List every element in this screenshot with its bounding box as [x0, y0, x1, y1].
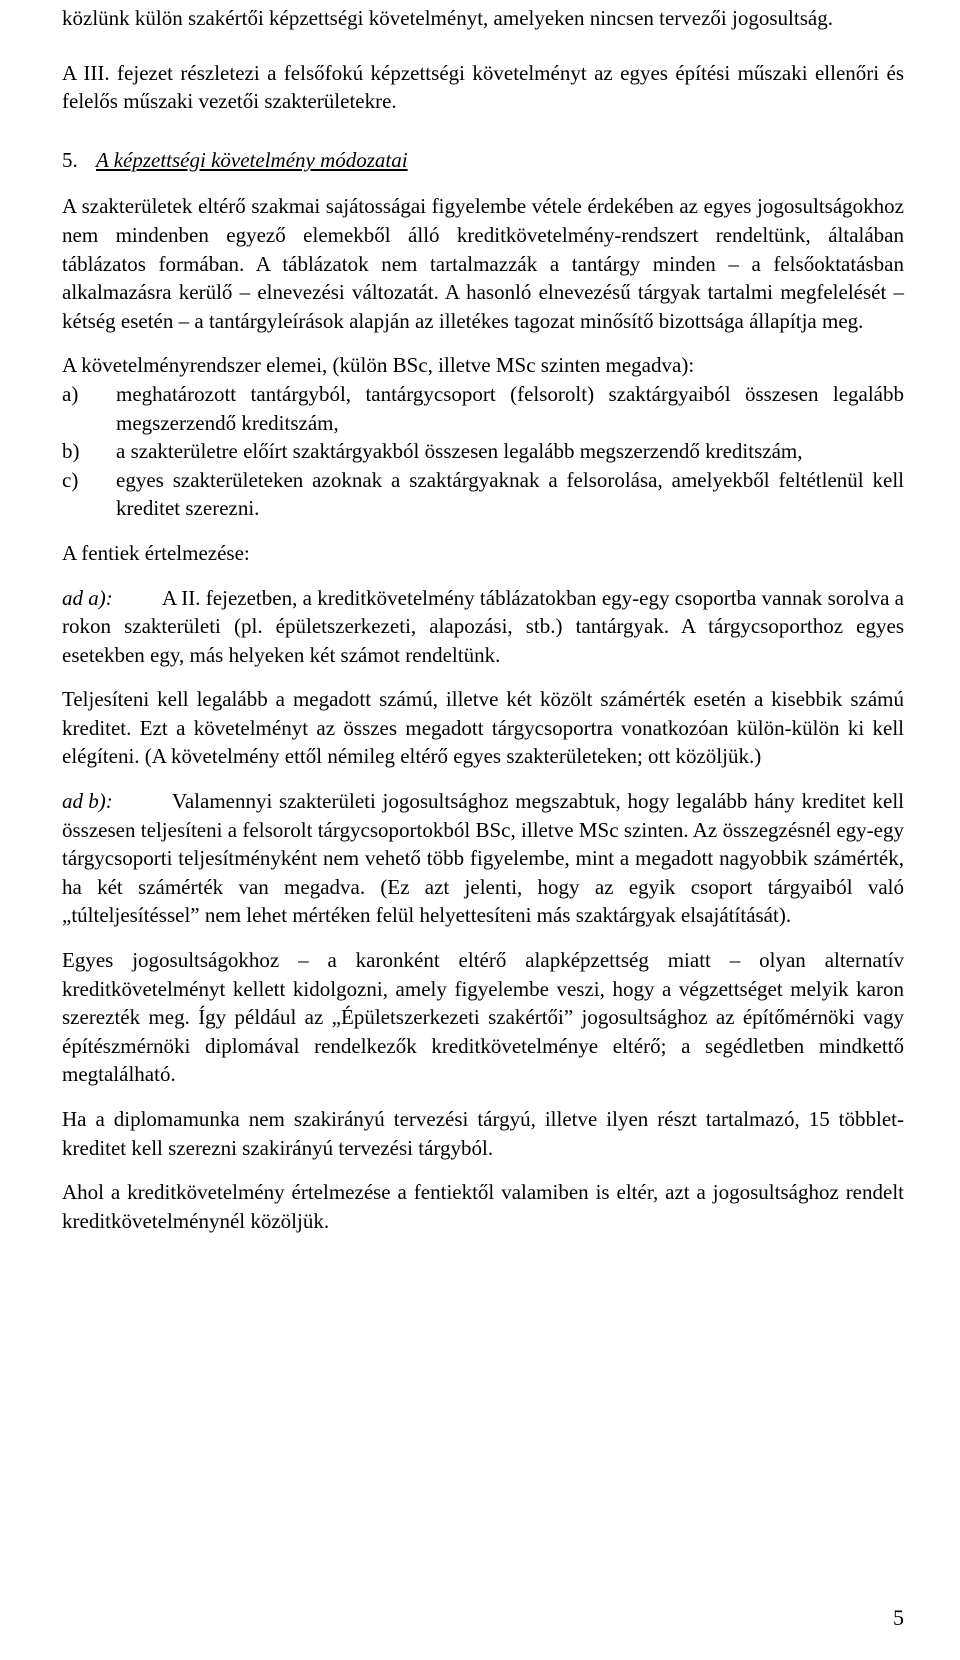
document-page: [62, 0, 904, 1235]
list-text: a szakterületre előírt szaktárgyakból összesen legalább megszerzendő kreditszám,: [116, 439, 803, 464]
section-number: 5.: [62, 147, 78, 172]
paragraph-intro: A szakterületek eltérő szakmai sajátosságai figyelembe vétele érdekében az egyes jogosultságokhoz nem mindenben egyező elemekből álló kreditkövetelmény-rendszert rendeltünk, általában táblázatos formában. A táblázatok nem tartalmazzák a tantárgy minden – a felsőoktatásban alkalmazásra kerülő – elnevezési változatát. A hasonló elnevezésű tárgyak tartalmi megfelelését – kétség esetén – a tantárgyleírások alapján az illetékes tagozat minősítő bizottsága állapítja meg.: [62, 194, 904, 333]
paragraph-chapter-iii: A III. fejezet részletezi a felsőfokú képzettségi követelményt az egyes építési műszaki ellenőri és felelős műszaki vezetői szakterületekre.: [62, 60, 904, 114]
paragraph-diploma: Ha a diplomamunka nem szakirányú tervezési tárgyú, illetve ilyen részt tartalmazó, 15 többlet-kreditet kell szerezni szakirányú tervezési tárgyból.: [62, 1107, 904, 1160]
paragraph-alternative: Egyes jogosultságokhoz – a karonként eltérő alapképzettség miatt – olyan alternatív kreditkövetelményt kellett kidolgozni, amely figyelembe veszi, hogy a végzettséget melyik karon szerezték meg. Így például az „Épületszerkezeti szakértői” jogosultsághoz az építőmérnöki vagy építészmérnöki diplomával rendelkezők kreditkövetelménye eltérő; a segédletben mindkettő megtalálható.: [62, 948, 904, 1087]
list-marker: b): [62, 439, 80, 464]
ad-b-text: Valamennyi szakterületi jogosultsághoz megszabtuk, hogy legalább hány kreditet kell összesen teljesíteni a felsorolt tárgycsoportokból BSc, illetve MSc szinten. Az összegzésnél egy-egy tárgycsoporti teljesítményként nem vehető több figyelembe, mint a megadott nagyobbik számérték, ha két számérték van megadva. (Ez azt jelenti, hogy az egyik csoport tárgyaiból való „túlteljesítéssel” nem lehet mértéken felül helyettesíteni más szaktárgyak elsajátítását).: [62, 789, 904, 928]
section-title: A képzettségi követelmény módozatai: [96, 147, 408, 172]
ad-a-text: A II. fejezetben, a kreditkövetelmény táblázatokban egy-egy csoportba vannak sorolva a rokon szakterületi (pl. épületszerkezeti, alapozási, stb.) tantárgyak. A tárgycsoporthoz egyes esetekben egy, más helyeken két számot rendeltünk.: [62, 585, 904, 667]
ad-b-label: ad b):: [62, 789, 113, 814]
requirement-list: [62, 380, 904, 523]
list-item: [62, 380, 904, 437]
paragraph-interpretation: A fentiek értelmezése:: [62, 540, 250, 565]
page-number: 5: [893, 1605, 904, 1630]
paragraph-ad-a: [62, 584, 904, 670]
paragraph-ahol: Ahol a kreditkövetelmény értelmezése a fentiektől valamiben is eltér, azt a jogosultsághoz rendelt kreditkövetelménynél közöljük.: [62, 1180, 904, 1233]
section-heading: [62, 146, 904, 175]
ad-a-label: ad a):: [62, 585, 113, 610]
paragraph-ad-b: [62, 787, 904, 930]
list-text: egyes szakterületeken azoknak a szaktárgyaknak a felsorolása, amelyekből feltétlenül kell kreditet szerezni.: [116, 467, 904, 521]
paragraph-teljesiteni: Teljesíteni kell legalább a megadott számú, illetve két közölt számérték esetén a kisebbik számú kreditet. Ezt a követelményt az összes megadott tárgycsoportra vonatkozóan külön-külön ki kell elégíteni. (A követelmény ettől némileg eltérő egyes szakterületeken; ott közöljük.): [62, 687, 904, 769]
paragraph-elements: A követelményrendszer elemei, (külön BSc, illetve MSc szinten megadva):: [62, 353, 695, 378]
list-text: meghatározott tantárgyból, tantárgycsoport (felsorolt) szaktárgyaiból összesen legalább megszerzendő kreditszám,: [116, 381, 904, 435]
list-marker: c): [62, 467, 79, 492]
list-item: [62, 437, 904, 466]
list-marker: a): [62, 381, 79, 406]
paragraph-continuation: közlünk külön szakértői képzettségi követelményt, amelyeken nincsen tervezői jogosultság.: [62, 6, 833, 30]
list-item: [62, 466, 904, 523]
